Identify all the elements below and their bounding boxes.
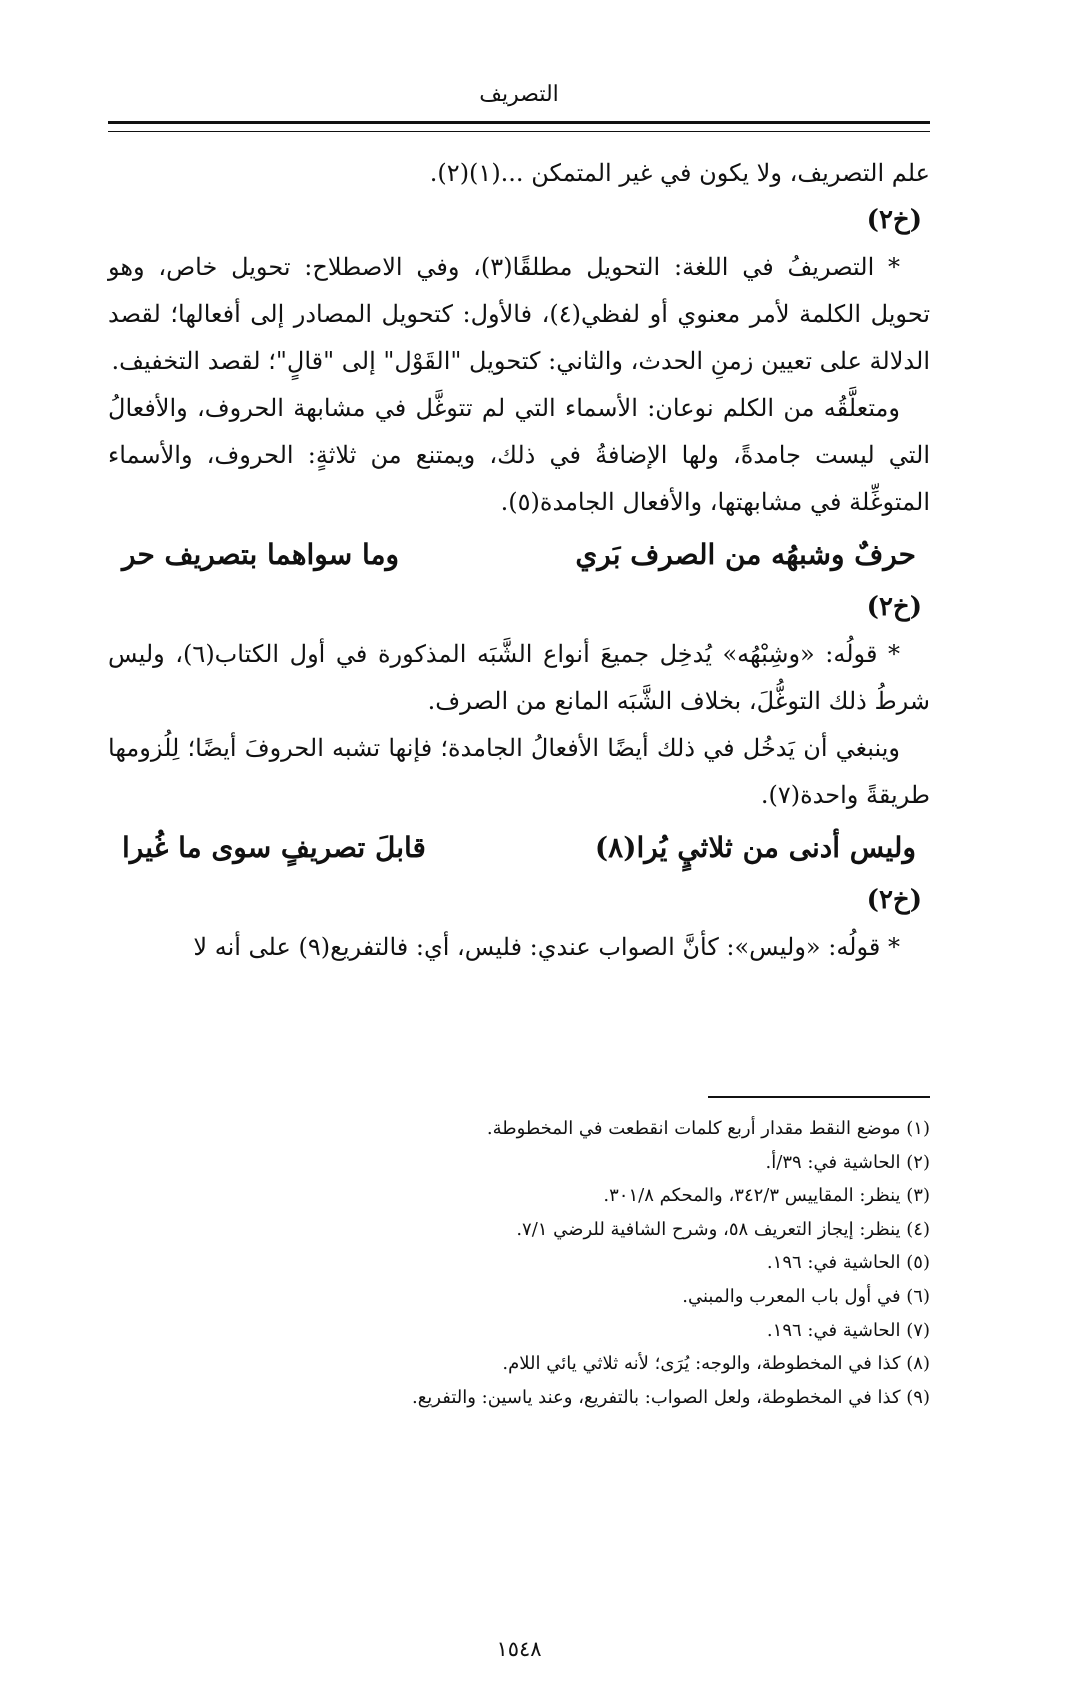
footnote: (٥) الحاشية في: ١٩٦.: [766, 1252, 930, 1274]
paragraph-6: * قولُه: «وليس»: كأنَّ الصواب عندي: فليس، أي: فالتفريع(٩) على أنه لا: [193, 933, 900, 961]
book-page: [108, 0, 930, 1698]
manuscript-marker: (خ٢): [866, 885, 922, 915]
paragraph-2: * التصريفُ في اللغة: التحويل مطلقًا(٣)، وفي الاصطلاح: تحويل خاص، وهو تحويل الكلمة لأمر معنوي أو لفظي(٤)، فالأول: كتحويل المصادر إلى أفعالها؛ لقصد الدلالة على تعيين زمنِ الحدث، والثاني: كتحويل "القَوْل" إلى "قالٍ"؛ لقصد التخفيف.: [108, 253, 930, 375]
paragraph-5: وينبغي أن يَدخُل في ذلك أيضًا الأفعالُ الجامدة؛ فإنها تشبه الحروفَ أيضًا؛ لِلُزومها طريقةً واحدة(٧).: [108, 734, 930, 809]
footnote: (٣) ينظر: المقاييس ٣٤٢/٣، والمحكم ٣٠١/٨.: [603, 1185, 930, 1207]
footnote: (٦) في أول باب المعرب والمبني.: [682, 1285, 930, 1307]
manuscript-marker: (خ٢): [866, 592, 922, 622]
paragraph-4: * قولُه: «وشِبْهُه» يُدخِل جميعَ أنواع الشَّبَه المذكورة في أول الكتاب(٦)، وليس شرطُ ذلك التوغُّلَ، بخلاف الشَّبَه المانع من الصرف.: [108, 640, 930, 715]
header-rule-thin: [108, 131, 930, 132]
paragraph-1: علم التصريف، ولا يكون في غير المتمكن ...(١)(٢).: [429, 159, 930, 187]
verse-line-2: [108, 819, 930, 877]
verse-line-1: [108, 526, 930, 584]
paragraph-3: ومتعلَّقُه من الكلم نوعان: الأسماء التي لم تتوغَّل في مشابهة الحروف، والأفعالُ التي ليست جامدةً، ولها الإضافةُ في ذلك، ويمتنع من ثلاثةٍ: الحروف، والأسماء المتوغِّلة في مشابهتها، والأفعال الجامدة(٥).: [108, 394, 930, 516]
running-head: التصريف: [479, 82, 559, 107]
footnote: (٨) كذا في المخطوطة، والوجه: يُرَى؛ لأنه ثلاثي يائي اللام.: [502, 1353, 930, 1375]
manuscript-marker: (خ٢): [866, 205, 922, 235]
footnote-separator: [708, 1096, 930, 1098]
footnote: (٢) الحاشية في: ٣٩/أ.: [765, 1151, 930, 1173]
footnote: (٧) الحاشية في: ١٩٦.: [766, 1319, 930, 1341]
footnote: (١) موضع النقط مقدار أربع كلمات انقطعت في المخطوطة.: [486, 1118, 930, 1139]
footnote: (٤) ينظر: إيجاز التعريف ٥٨، وشرح الشافية للرضي ٧/١.: [516, 1218, 930, 1240]
footnote: (٩) كذا في المخطوطة، ولعل الصواب: بالتفريع، وعند ياسين: والتفريع.: [412, 1386, 930, 1408]
footnotes: [108, 1112, 930, 1414]
page-number: ١٥٤٨: [496, 1637, 542, 1661]
verse-2-second-hemistich: قابلَ تصريفٍ سوى ما غُيرا: [122, 831, 426, 864]
verse-1-second-hemistich: وما سواهما بتصريف حر: [122, 538, 399, 571]
verse-2-first-hemistich: وليس أدنى من ثلاثيٍ يُرا(٨): [594, 831, 916, 864]
header-rule-thick: [108, 121, 930, 124]
main-text: [108, 150, 930, 971]
verse-1-first-hemistich: حرفٌ وشبهُه من الصرف بَري: [575, 538, 916, 571]
